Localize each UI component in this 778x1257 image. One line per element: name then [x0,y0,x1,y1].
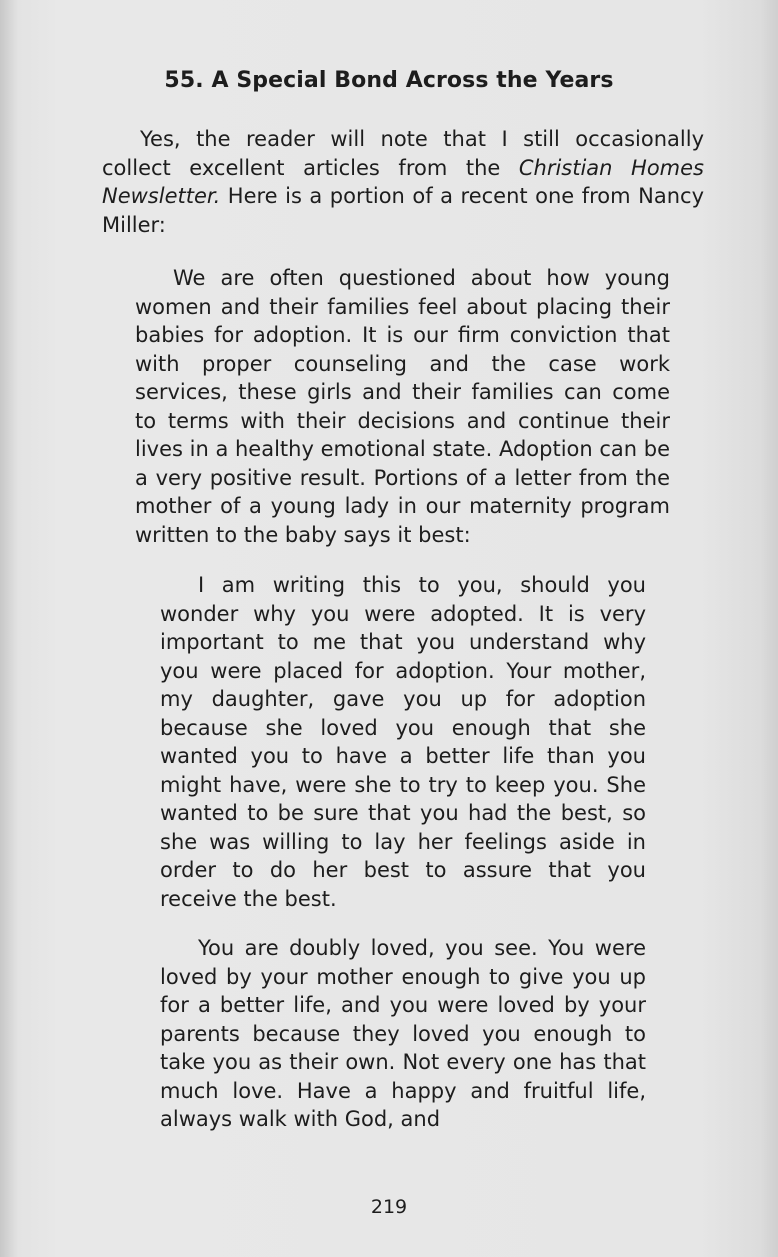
quoted-article-paragraph: We are often questioned about how young women and their families feel about placing their babies for adoption. It is our firm conviction that with proper counseling and the case work services, these girls and their families can come to terms with their decisions and continue their lives in a healthy emotional state. Adoption can be a very positive result. Portions of a letter from the mother of a young lady in our maternity program written to the baby says it best: [135,266,671,547]
intro-text-end: Here is a portion of a recent one from Nancy Miller: [102,184,704,237]
letter-paragraph-1: I am writing this to you, should you wonder why you were adopted. It is very important to me that you understand why you were placed for adoption. Your mother, my daughter, gave you up for adoption because she loved you enough that she wanted you to have a better life than you might have, were she to try to keep you. She wanted to be sure that you had the best, so she was willing to lay her feelings aside in order to do her best to assure that you receive the best. [160,573,646,911]
page-number: 219 [370,1196,408,1218]
letter-paragraph-2: You are doubly loved, you see. You were loved by your mother enough to give you up for a better life, and you were loved by your parents because they loved you enough to take you as their own. Not every one has that much love. Have a happy and fruitful life, always walk with God, and [160,936,646,1131]
intro-text-start: Yes, the reader will note that I still occasionally collect excellent articles from the [102,127,704,180]
chapter-title: 55. A Special Bond Across the Years [164,68,614,93]
newsletter-title: Christian Homes Newsletter. [102,155,704,208]
intro-paragraph [102,125,704,239]
